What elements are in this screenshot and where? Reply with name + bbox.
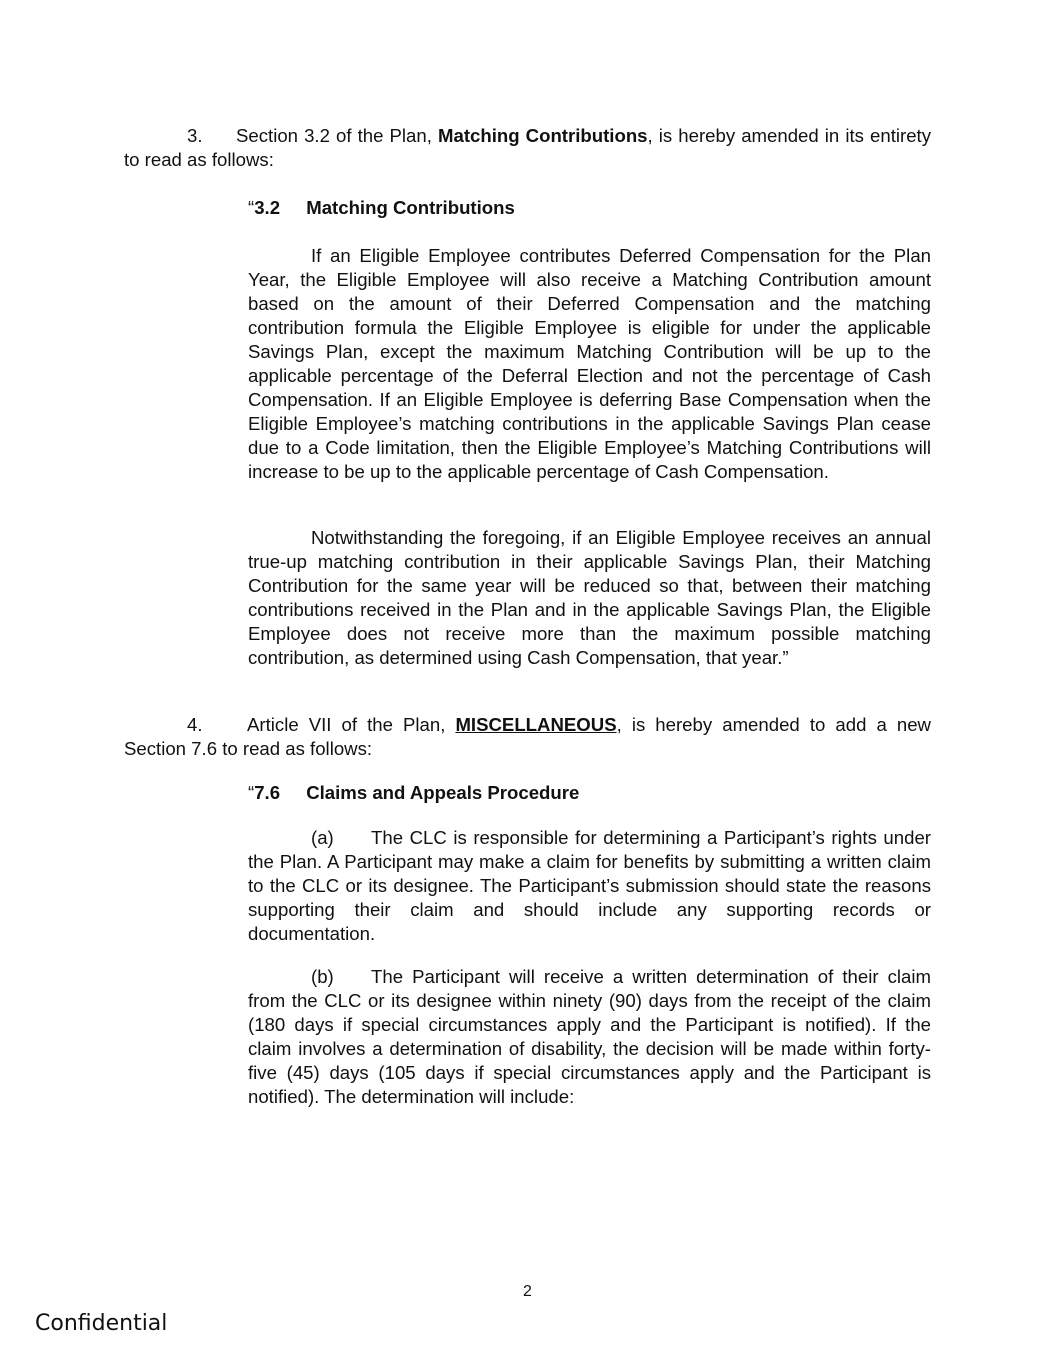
item-number: 3. (187, 125, 203, 146)
amendment-item-4 (124, 713, 931, 761)
item-number: 4. (187, 714, 203, 735)
section-7-6-heading (248, 781, 579, 805)
subsection-label: (a) (311, 827, 334, 848)
subsection-text: The Participant will receive a written determination of their claim from the CLC or its designee within ninety (90) days from the receipt of the claim (180 days if special circumstances apply and the Participant is notified). If the claim involves a determination of disability, the decision will be made within forty-five (45) days (105 days if special circumstances apply and the Participant is notified). The determination will include: (248, 966, 931, 1107)
paragraph-text: If an Eligible Employee contributes Deferred Compensation for the Plan Year, the Eligible Employee will also receive a Matching Contribution amount based on the amount of their Deferred Compensation and the matching contribution formula the Eligible Employee is eligible for under the applicable Savings Plan, except the maximum Matching Contribution will be up to the applicable percentage of the Deferral Election and not the percentage of Cash Compensation. If an Eligible Employee is deferring Base Compensation when the Eligible Employee’s matching contributions in the applicable Savings Plan cease due to a Code limitation, then the Eligible Employee’s Matching Contributions will increase to be up to the applicable percentage of Cash Compensation. (248, 245, 931, 482)
page-number: 2 (523, 1283, 532, 1300)
section-title: Claims and Appeals Procedure (306, 782, 580, 803)
item-text-after: , is hereby amended to add a new Section 7.6 to read as follows: (124, 714, 931, 759)
section-number: 7.6 (254, 782, 281, 803)
item-text-before: Section 3.2 of the Plan, (236, 125, 438, 146)
subsection-label: (b) (311, 966, 334, 987)
section-3-2-paragraph-1 (248, 244, 931, 484)
section-title: Matching Contributions (306, 197, 515, 218)
section-3-2-heading (248, 196, 515, 220)
item-text-before: Article VII of the Plan, (247, 714, 456, 735)
item-text-after: , is hereby amended in its entirety to read as follows: (124, 125, 931, 170)
section-7-6-subsection-a (248, 826, 931, 946)
subsection-text: The CLC is responsible for determining a Participant’s rights under the Plan. A Participant may make a claim for benefits by submitting a written claim to the CLC or its designee. The Participant’s submission should state the reasons supporting their claim and should include any supporting records or documentation. (248, 827, 931, 944)
section-number: 3.2 (254, 197, 281, 218)
confidential-label: Confidential (35, 1311, 168, 1336)
open-quote: “ (248, 197, 255, 218)
paragraph-text: Notwithstanding the foregoing, if an Eligible Employee receives an annual true-up matching contribution in their applicable Savings Plan, their Matching Contribution for the same year will be reduced so that, between their matching contributions received in the Plan and in the applicable Savings Plan, the Eligible Employee does not receive more than the maximum possible matching contribution, as determined using Cash Compensation, that year.” (248, 527, 931, 668)
amendment-item-3 (124, 124, 931, 172)
section-7-6-subsection-b (248, 965, 931, 1109)
section-3-2-paragraph-2 (248, 526, 931, 670)
item-bold-term: MISCELLANEOUS (455, 714, 617, 735)
item-bold-term: Matching Contributions (437, 125, 648, 146)
open-quote: “ (248, 782, 255, 803)
